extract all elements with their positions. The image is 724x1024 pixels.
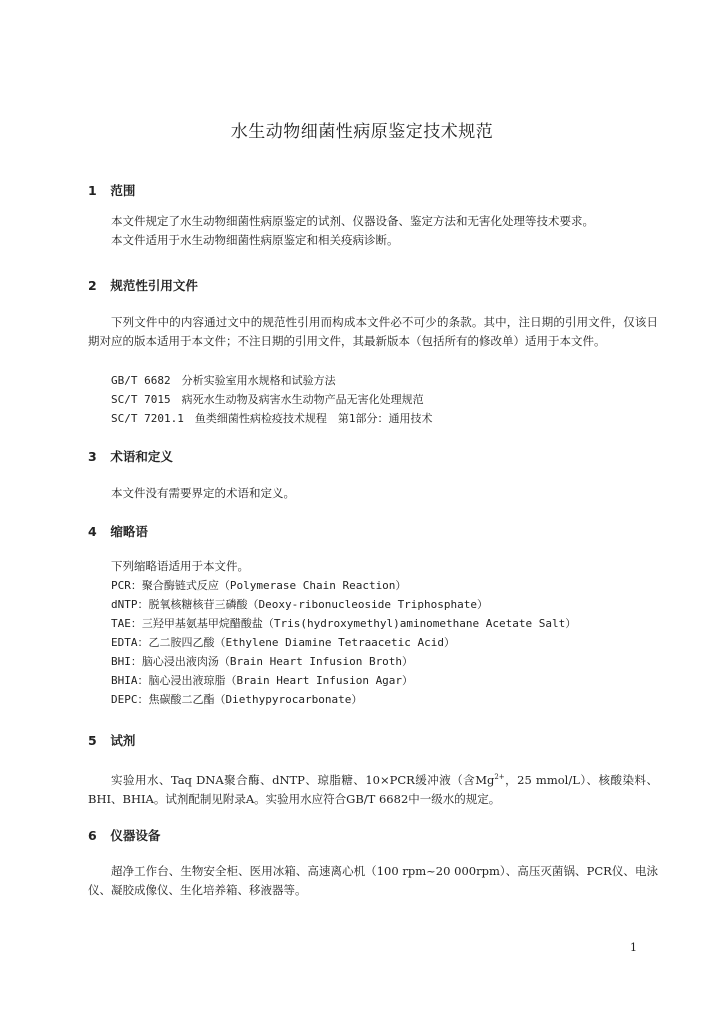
abbreviation-intro: 下列缩略语适用于本文件。 [111, 559, 249, 573]
section-5-paragraph [88, 768, 658, 809]
section-2-heading [88, 276, 198, 294]
section-title: 规范性引用文件 [110, 278, 198, 293]
section-title: 试剂 [110, 733, 136, 748]
section-5-text-b: ，25 mmol/L）、核酸染料、BHI、BHIA。试剂配制见附录A。实验用水应符合GB/T 6682中一级水的规定。 [88, 772, 658, 806]
abbreviation-item: BHIA：脑心浸出液琼脂（Brain Heart Infusion Agar） [111, 674, 414, 687]
section-3-heading [88, 447, 173, 465]
reference-item: GB/T 6682 分析实验室用水规格和试验方法 [111, 374, 336, 387]
section-number: 4 [88, 524, 97, 539]
abbreviation-item: DEPC：焦碳酸二乙酯（Diethypyrocarbonate） [111, 693, 363, 706]
section-6-heading [88, 826, 160, 844]
section-number: 1 [88, 183, 97, 198]
abbreviation-item: PCR：聚合酶链式反应（Polymerase Chain Reaction） [111, 579, 407, 592]
section-number: 6 [88, 828, 97, 843]
section-title: 缩略语 [110, 524, 148, 539]
section-2-paragraph: 下列文件中的内容通过文中的规范性引用而构成本文件必不可少的条款。其中，注日期的引用文件，仅该日期对应的版本适用于本文件；不注日期的引用文件，其最新版本（包括所有的修改单）适用于本文件。 [88, 315, 658, 348]
section-title: 术语和定义 [110, 449, 173, 464]
abbreviation-item: dNTP：脱氧核糖核苷三磷酸（Deoxy-ribonucleoside Triphosphate） [111, 598, 489, 611]
section-6-paragraph: 超净工作台、生物安全柜、医用冰箱、高速离心机（100 rpm~20 000rpm）、高压灭菌锅、PCR仪、电泳仪、凝胶成像仪、生化培养箱、移液器等。 [88, 864, 658, 897]
section-number: 2 [88, 278, 97, 293]
section-4-heading [88, 522, 148, 540]
section-number: 5 [88, 733, 97, 748]
abbreviation-item: BHI：脑心浸出液肉汤（Brain Heart Infusion Broth） [111, 655, 414, 668]
section-5-heading [88, 731, 135, 749]
document-title: 水生动物细菌性病原鉴定技术规范 [230, 122, 494, 142]
section-number: 3 [88, 449, 97, 464]
superscript: 2+ [494, 773, 505, 781]
reference-item: SC/T 7201.1 鱼类细菌性病检疫技术规程 第1部分：通用技术 [111, 412, 433, 425]
section-1-paragraph-1: 本文件规定了水生动物细菌性病原鉴定的试剂、仪器设备、鉴定方法和无害化处理等技术要求。 [111, 214, 594, 228]
section-title: 仪器设备 [110, 828, 161, 843]
section-1-paragraph-2: 本文件适用于水生动物细菌性病原鉴定和相关疫病诊断。 [111, 233, 399, 247]
section-1-heading [88, 181, 135, 199]
page-number: 1 [630, 941, 637, 954]
abbreviation-item: TAE：三羟甲基氨基甲烷醋酸盐（Tris(hydroxymethyl)aminomethane Acetate Salt） [111, 617, 577, 630]
reference-item: SC/T 7015 病死水生动物及病害水生动物产品无害化处理规范 [111, 393, 424, 406]
section-5-text-a: 实验用水、Taq DNA聚合酶、dNTP、琼脂糖、10×PCR缓冲液（含Mg [111, 772, 495, 787]
abbreviation-item: EDTA：乙二胺四乙酸（Ethylene Diamine Tetraacetic Acid） [111, 636, 456, 649]
section-3-paragraph: 本文件没有需要界定的术语和定义。 [111, 486, 295, 500]
section-title: 范围 [110, 183, 136, 198]
